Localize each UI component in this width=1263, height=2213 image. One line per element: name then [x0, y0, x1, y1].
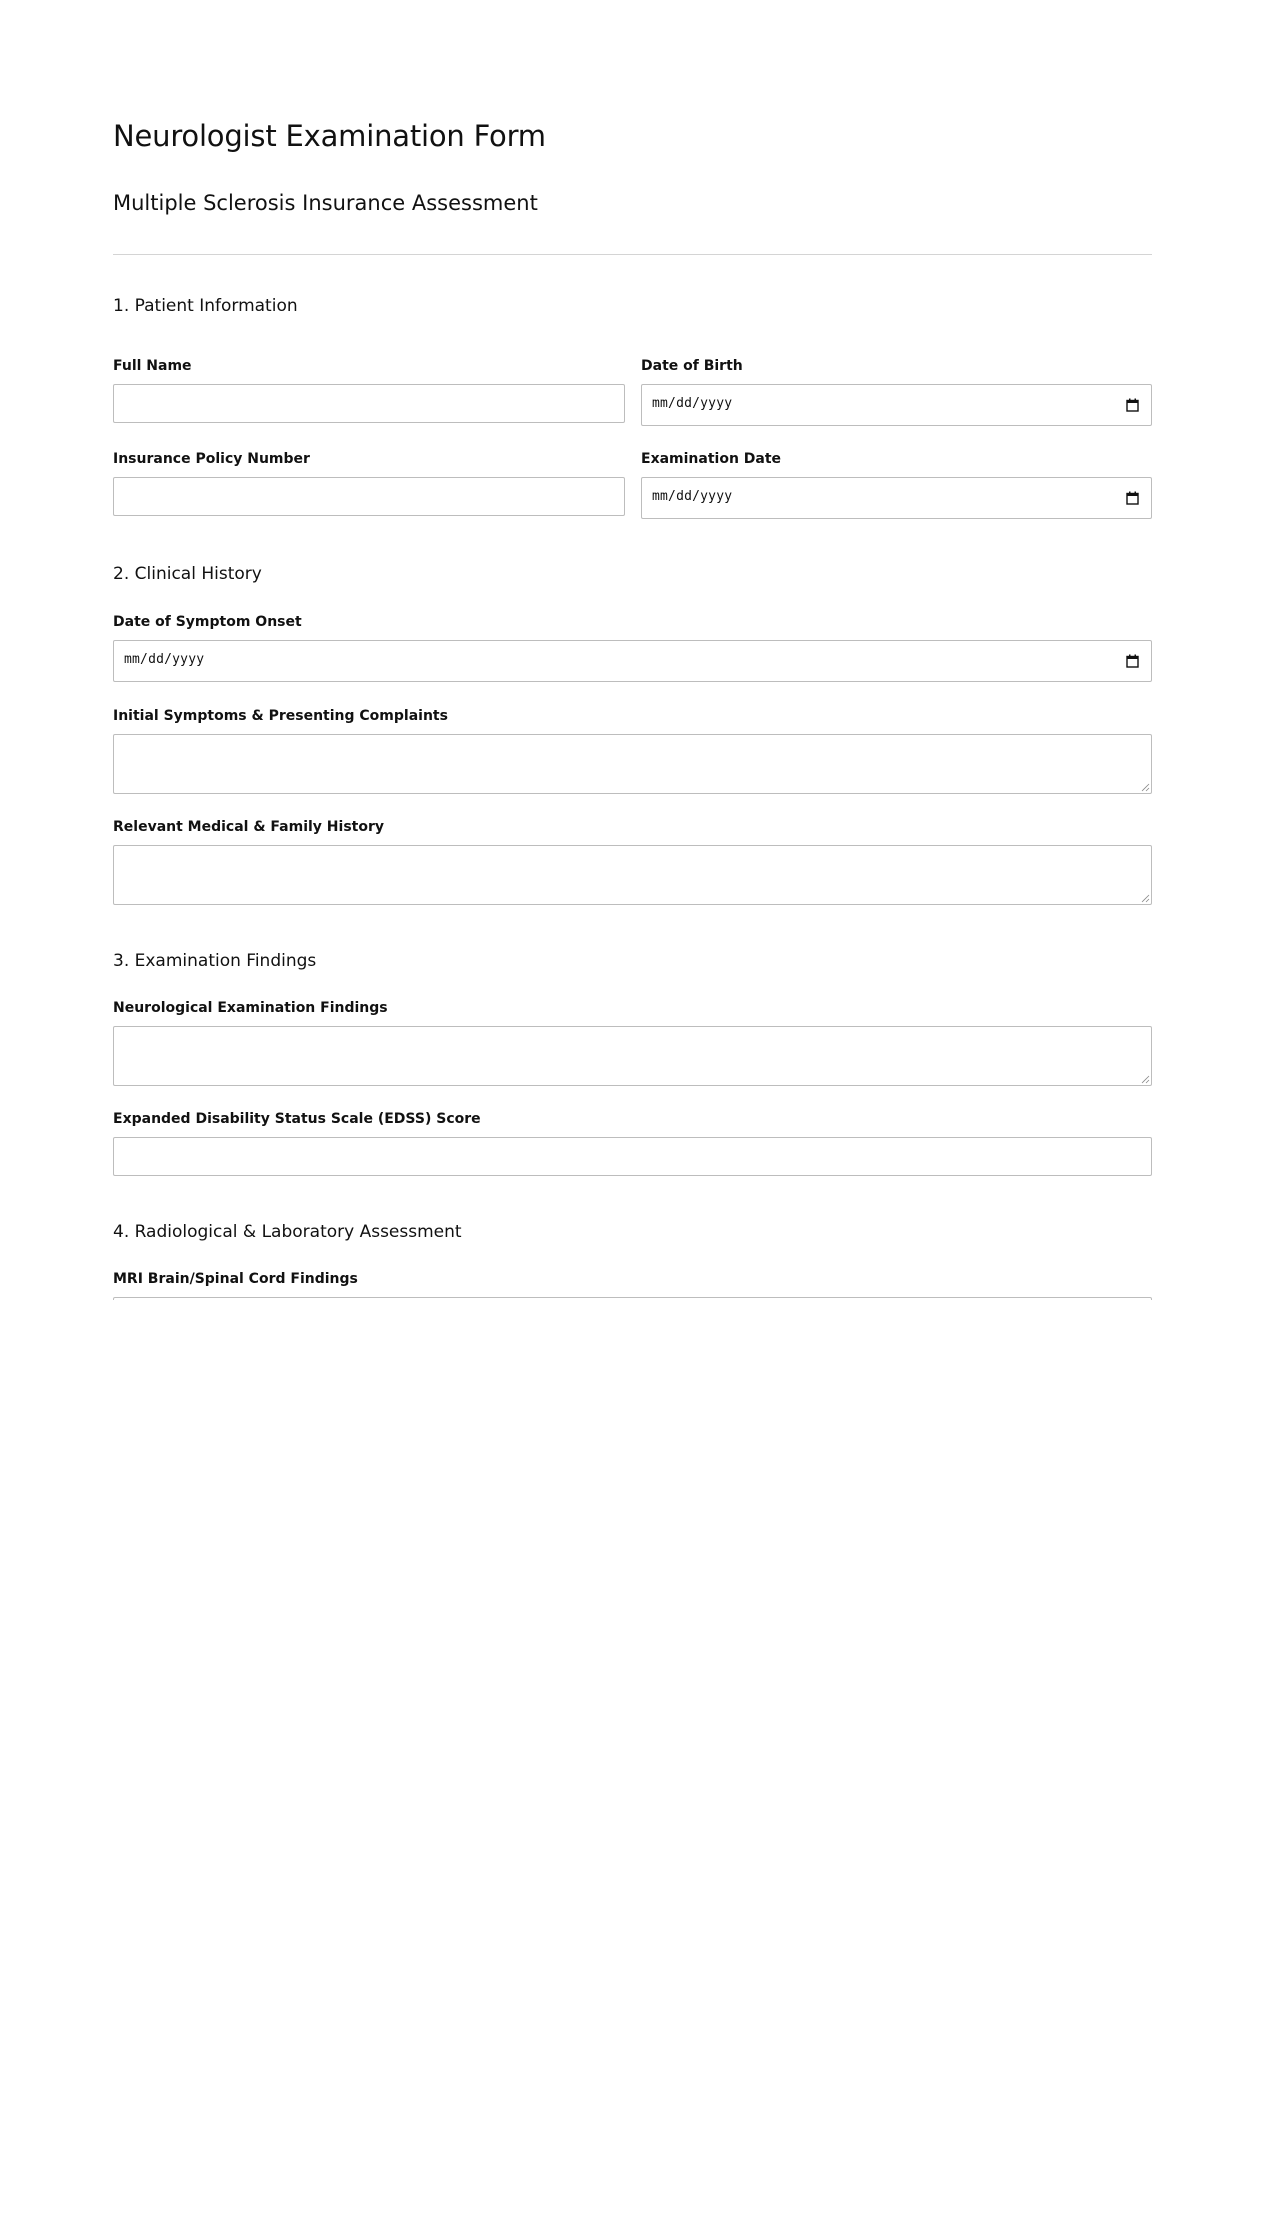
mri-findings-label: MRI Brain/Spinal Cord Findings: [113, 1271, 358, 1287]
calendar-icon[interactable]: [1126, 398, 1139, 412]
section-heading-examination-findings: 3. Examination Findings: [113, 951, 317, 971]
section-heading-patient-information: 1. Patient Information: [113, 296, 298, 316]
symptom-onset-input[interactable]: [113, 640, 1152, 682]
examination-date-label: Examination Date: [641, 451, 782, 467]
edss-score-input[interactable]: [113, 1137, 1152, 1176]
date-of-birth-input[interactable]: [641, 384, 1152, 426]
insurance-policy-number-label: Insurance Policy Number: [113, 451, 310, 467]
edss-score-label: Expanded Disability Status Scale (EDSS) Score: [113, 1111, 481, 1127]
neurological-findings-label: Neurological Examination Findings: [113, 1000, 388, 1016]
initial-symptoms-label: Initial Symptoms & Presenting Complaints: [113, 708, 448, 724]
calendar-icon[interactable]: [1126, 491, 1139, 505]
header-divider: [113, 254, 1152, 255]
full-name-label: Full Name: [113, 358, 192, 374]
resize-grip-icon[interactable]: [1141, 1075, 1150, 1084]
date-of-birth-label: Date of Birth: [641, 358, 743, 374]
medical-family-history-label: Relevant Medical & Family History: [113, 819, 384, 835]
date-of-birth-placeholder: mm/dd/yyyy: [652, 396, 733, 411]
page-title: Neurologist Examination Form: [113, 119, 546, 153]
insurance-policy-number-input[interactable]: [113, 477, 625, 516]
examination-date-input[interactable]: [641, 477, 1152, 519]
page-subtitle: Multiple Sclerosis Insurance Assessment: [113, 191, 538, 215]
calendar-icon[interactable]: [1126, 654, 1139, 668]
section-heading-clinical-history: 2. Clinical History: [113, 564, 262, 584]
initial-symptoms-textarea[interactable]: [113, 734, 1152, 794]
symptom-onset-placeholder: mm/dd/yyyy: [124, 652, 205, 667]
resize-grip-icon[interactable]: [1141, 894, 1150, 903]
examination-date-placeholder: mm/dd/yyyy: [652, 489, 733, 504]
full-name-input[interactable]: [113, 384, 625, 423]
neurological-findings-textarea[interactable]: [113, 1026, 1152, 1086]
symptom-onset-label: Date of Symptom Onset: [113, 614, 302, 630]
medical-family-history-textarea[interactable]: [113, 845, 1152, 905]
section-heading-radiological-laboratory: 4. Radiological & Laboratory Assessment: [113, 1222, 462, 1242]
resize-grip-icon[interactable]: [1141, 783, 1150, 792]
mri-findings-textarea[interactable]: [113, 1297, 1152, 1300]
